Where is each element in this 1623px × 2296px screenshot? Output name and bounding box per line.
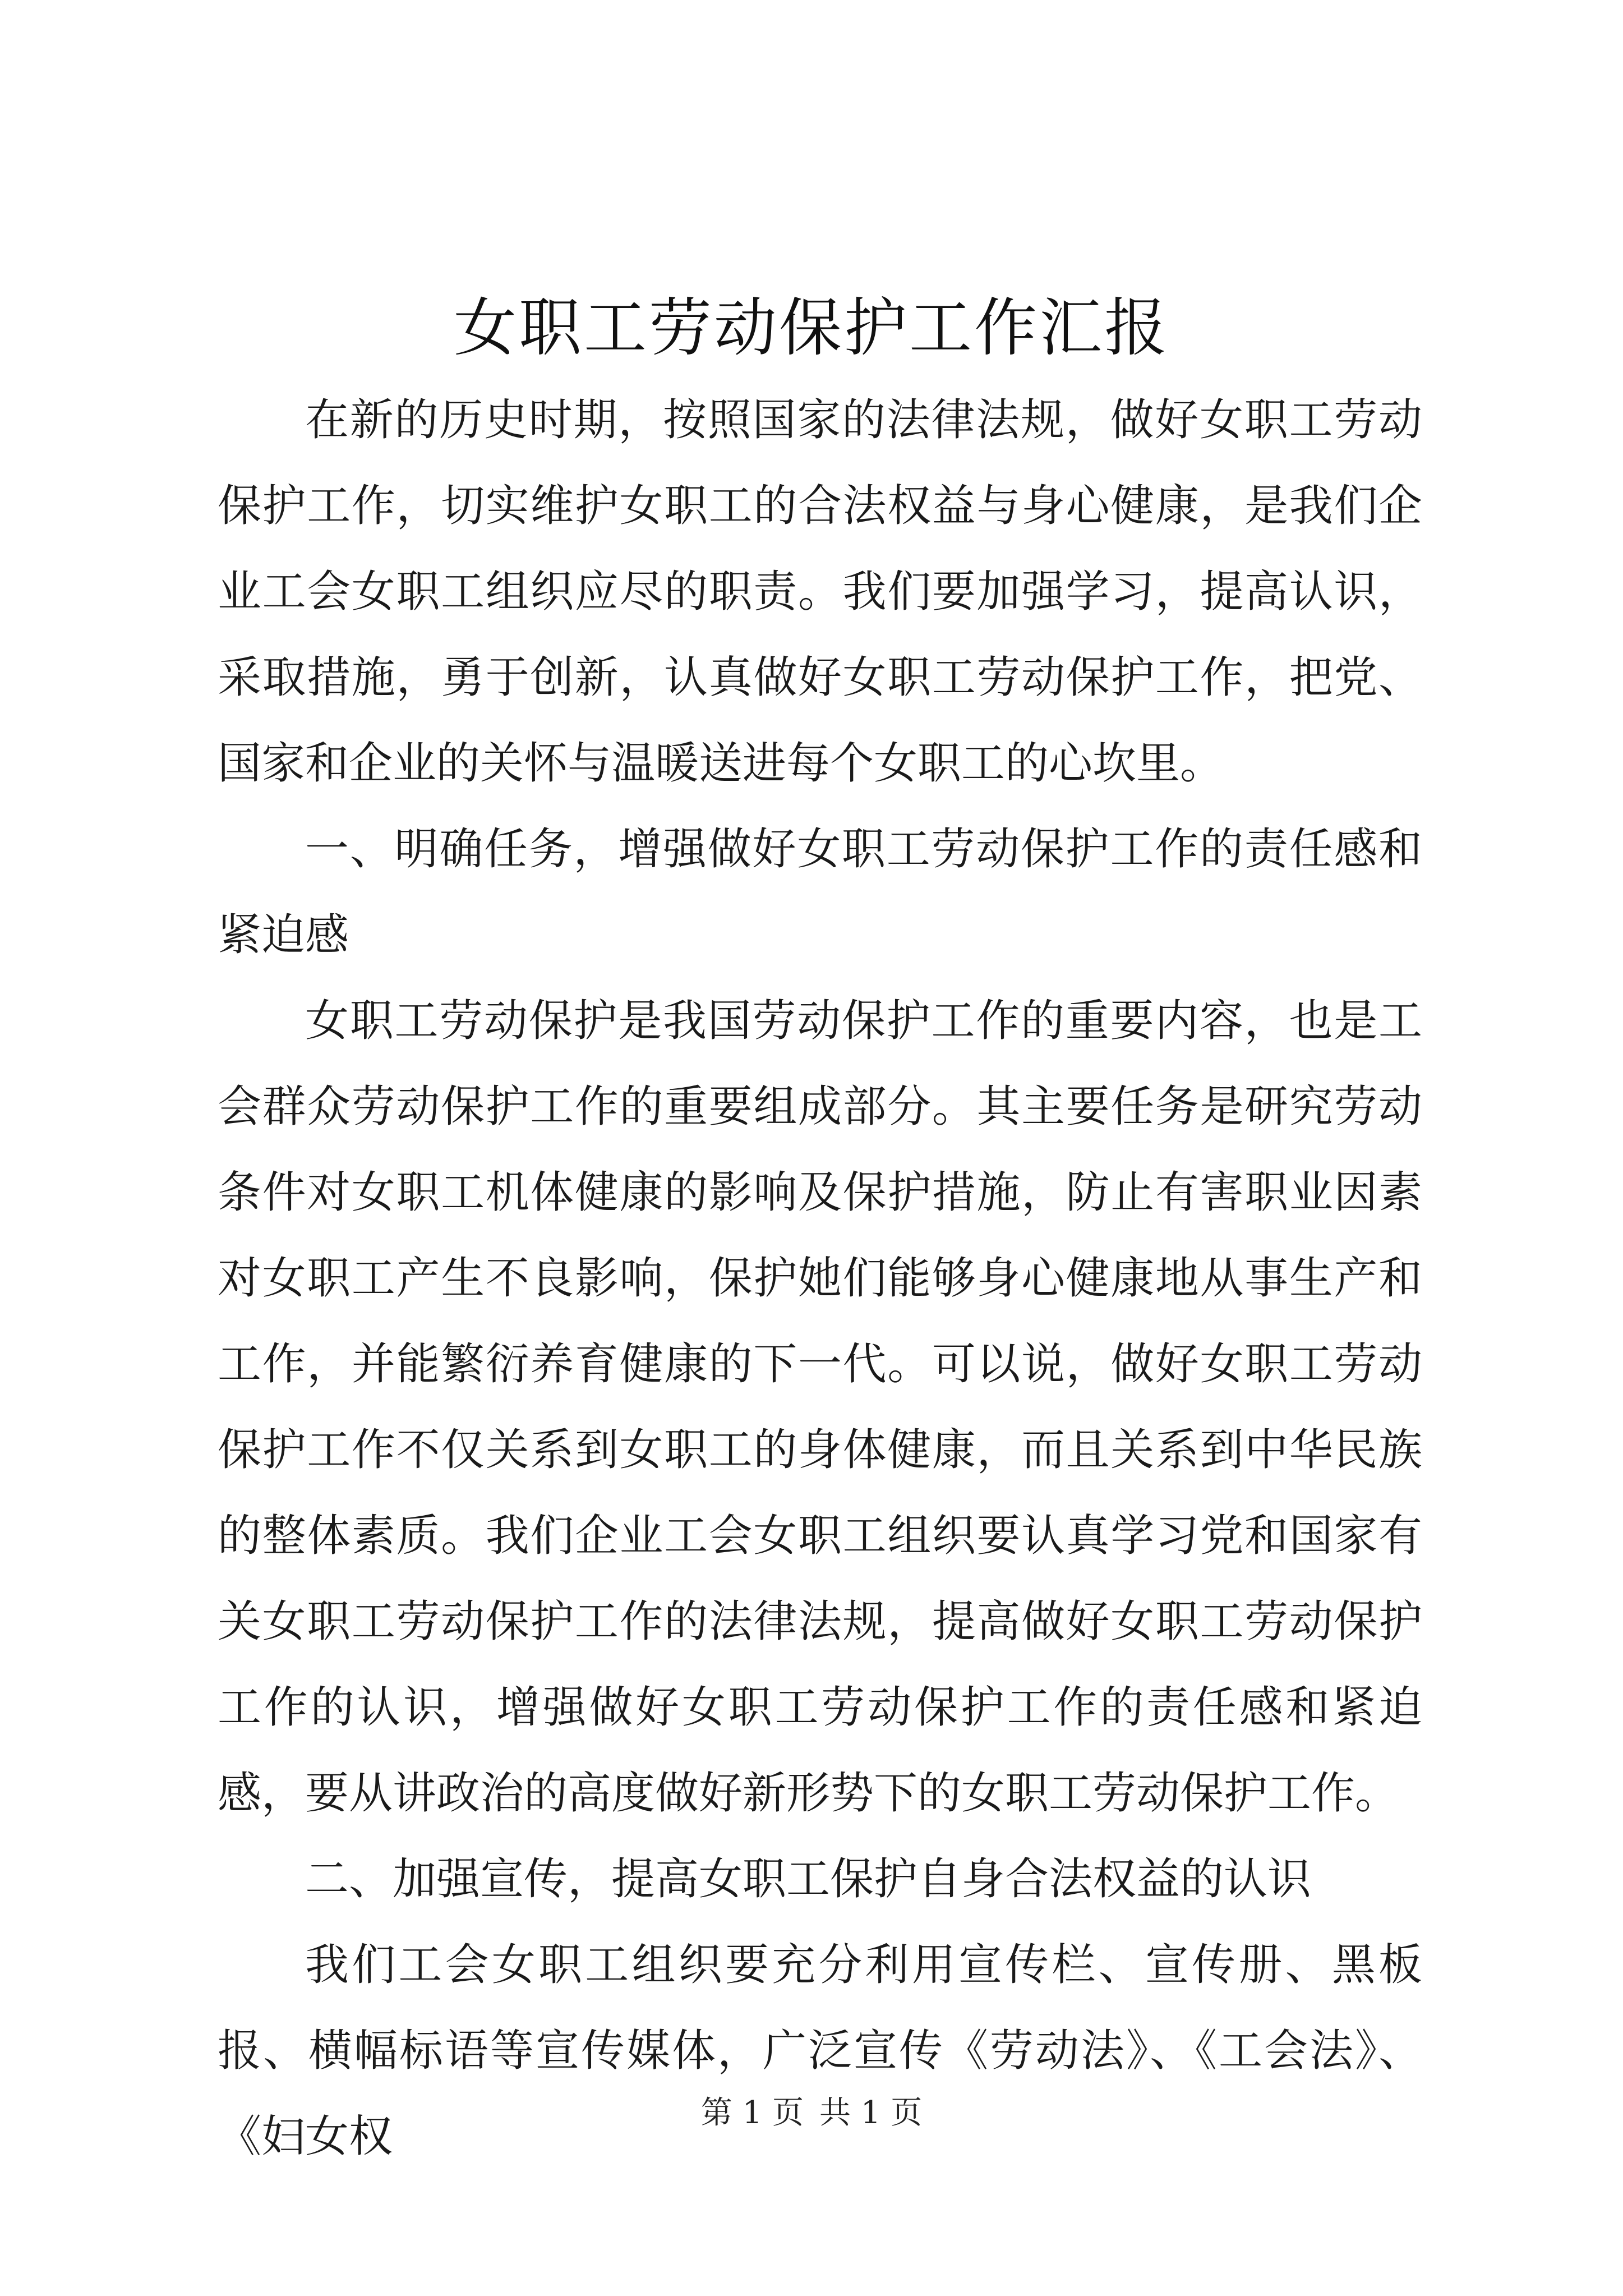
document-title: 女职工劳动保护工作汇报: [454, 292, 1169, 365]
page-number: 第 1 页: [700, 2095, 804, 2131]
paragraph-intro: 在新的历史时期，按照国家的法律法规，做好女职工劳动保护工作，切实维护女职工的合法权益与身心健康，是我们企业工会女职工组织应尽的职责。我们要加强学习，提高认识，采取措施，勇于创新，认真做好女职工劳动保护工作，把党、国家和企业的关怀与温暖送进每个女职工的心坎里。: [218, 395, 1422, 789]
document-body: [218, 378, 1422, 2180]
section-heading-1: 一、明确任务，增强做好女职工劳动保护工作的责任感和紧迫感: [218, 824, 1422, 960]
page-footer: [0, 2091, 1623, 2136]
page-total: 共 1 页: [819, 2095, 923, 2131]
paragraph-section-2: 我们工会女职工组织要充分利用宣传栏、宣传册、黑板报、横幅标语等宣传媒体，广泛宣传《劳动法》、《工会法》、《妇女权: [218, 1940, 1422, 2162]
section-heading-2: 二、加强宣传，提高女职工保护自身合法权益的认识: [305, 1854, 1312, 1904]
paragraph-section-1: 女职工劳动保护是我国劳动保护工作的重要内容，也是工会群众劳动保护工作的重要组成部分。其主要任务是研究劳动条件对女职工机体健康的影响及保护措施，防止有害职业因素对女职工产生不良影响，保护她们能够身心健康地从事生产和工作，并能繁衍养育健康的下一代。可以说，做好女职工劳动保护工作不仅关系到女职工的身体健康，而且关系到中华民族的整体素质。我们企业工会女职工组织要认真学习党和国家有关女职工劳动保护工作的法律法规，提高做好女职工劳动保护工作的认识，增强做好女职工劳动保护工作的责任感和紧迫感，要从讲政治的高度做好新形势下的女职工劳动保护工作。: [218, 996, 1422, 1819]
